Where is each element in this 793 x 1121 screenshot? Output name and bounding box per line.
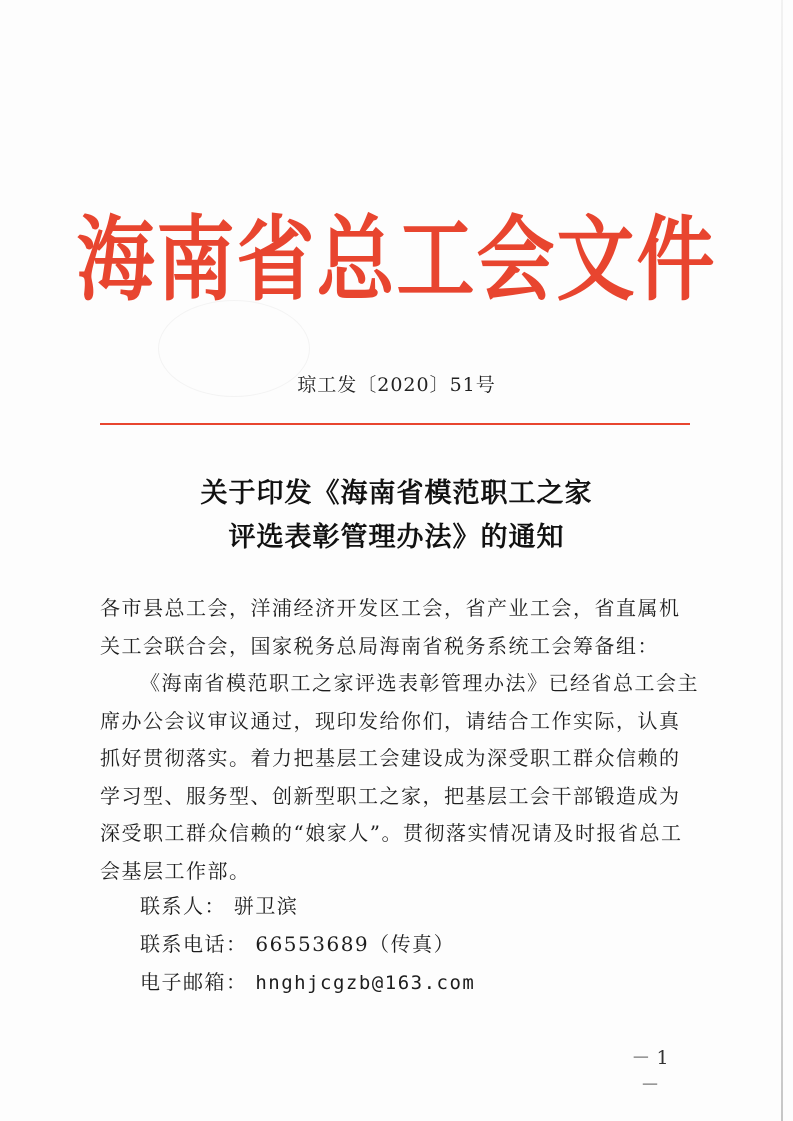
page-number: － 1 － [631,1047,669,1096]
letterhead-title: 海南省总工会文件 [76,207,717,314]
notice-title-line-2: 评选表彰管理办法》的通知 [228,522,565,553]
red-divider-line [100,423,690,425]
contact-block [140,887,475,1002]
contact-person-label: 联系人： [140,894,226,918]
notice-title-line-1: 关于印发《海南省模范职工之家 [200,478,593,509]
contact-person-row [140,887,475,925]
contact-phone-label: 联系电话： [140,932,248,956]
contact-person-value: 骈卫滨 [233,894,299,918]
main-paragraph: 《海南省模范职工之家评选表彰管理办法》已经省总工会主席办公会议审议通过，现印发给你们，请结合工作实际，认真抓好贯彻落实。着力把基层工会建设成为深受职工群众信赖的学习型、服务型、创新型职工之家，把基层工会干部锻造成为深受职工群众信赖的“娘家人”。贯彻落实情况请及时报省总工会基层工作部。 [100,671,699,883]
recipients-paragraph: 各市县总工会，洋浦经济开发区工会，省产业工会，省直属机关工会联合会，国家税务总局海南省税务系统工会筹备组： [100,596,681,658]
notice-title [0,472,793,560]
scan-edge [781,0,783,1121]
notice-body [100,590,700,890]
contact-email-label: 电子邮箱： [140,970,248,994]
contact-phone-row [140,925,475,963]
contact-email-value: hnghjcgzb@163.com [255,972,476,994]
document-number: 琼工发〔2020〕51号 [297,374,496,396]
contact-phone-value: 66553689（传真） [255,932,456,956]
contact-email-row [140,963,475,1002]
